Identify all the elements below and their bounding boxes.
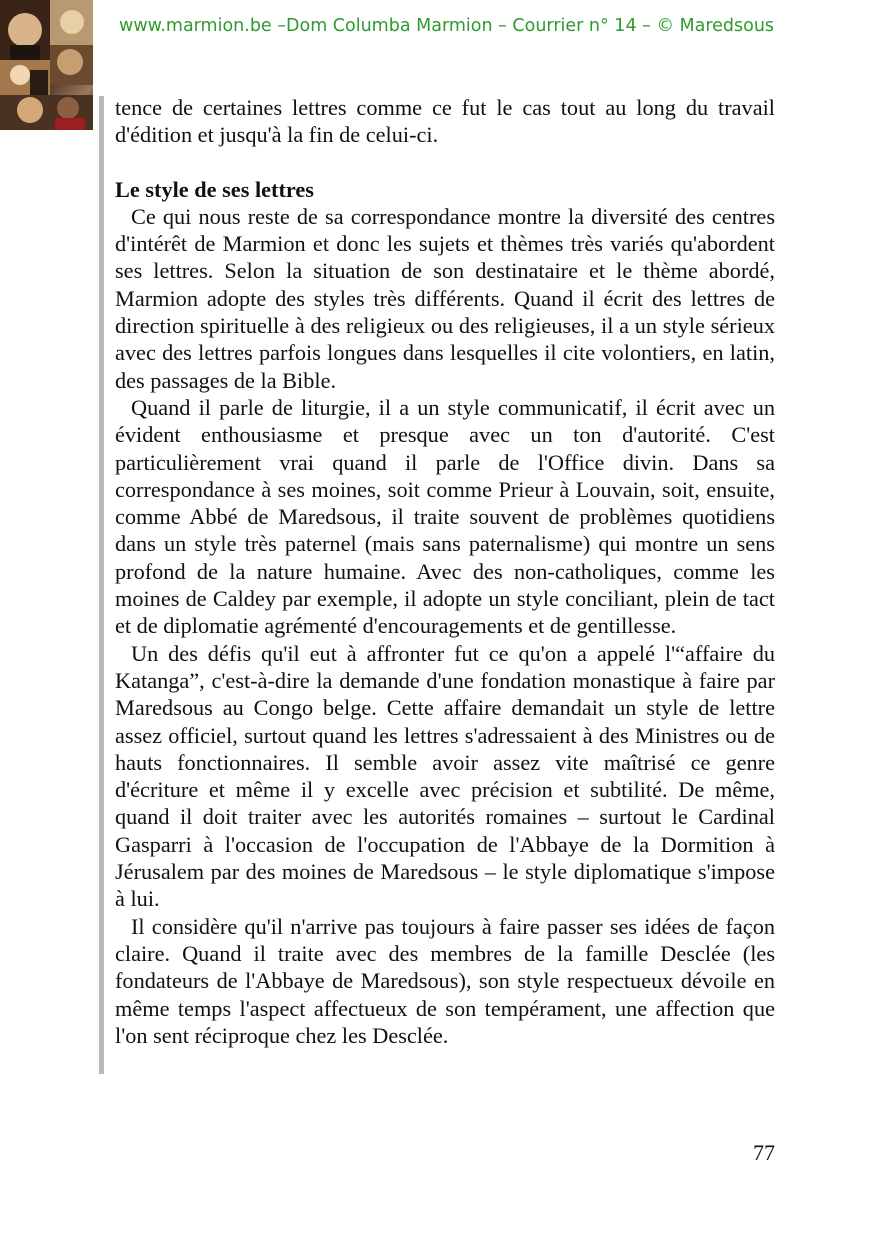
intro-paragraph: tence de certaines lettres comme ce fut le cas tout au long du travail d'édition et jusqu'à la fin de celui-ci.: [115, 95, 775, 148]
document-body: [115, 94, 775, 1049]
photo-collage-image: [0, 0, 93, 130]
paragraph-3: Un des défis qu'il eut à affronter fut ce qu'on a appelé l'“affaire du Katanga”, c'est-à-dire la demande d'une fondation monastique à faire par Maredsous au Congo belge. Cette affaire demandait un style de lettre assez officiel, surtout quand les lettres s'adressaient à des Ministres ou de hauts fonctionnaires. Il semble avoir assez vite maîtrisé ce genre d'écriture et même il y excelle avec précision et subtilité. De même, quand il doit traiter avec les autorités romaines – surtout le Cardinal Gasparri à l'occasion de l'occupation de l'Abbaye de la Dormition à Jérusalem par des moines de Maredsous – le style diplomatique s'impose à lui.: [115, 640, 775, 912]
paragraph-2: Quand il parle de liturgie, il a un style communicatif, il écrit avec un évident enthousiasme et presque avec un ton d'autorité. C'est particulièrement vrai quand il parle de l'Office divin. Dans sa correspondance à ses moines, soit comme Prieur à Louvain, soit, ensuite, comme Abbé de Maredsous, il traite souvent de problèmes quotidiens dans un style très paternel (mais sans paternalisme) qui montre un sens profond de la nature humaine. Avec des non-catholiques, comme les moines de Caldey par exemple, il adopte un style conciliant, plein de tact et de diplomatie agrémenté d'encouragements et de gentillesse.: [115, 394, 775, 639]
paragraph-1: Ce qui nous reste de sa correspondance montre la diversité des centres d'intérêt de Marmion et donc les sujets et thèmes très variés qu'abordent ses lettres. Selon la situation de son destinataire et le thème abordé, Marmion adopte des styles très différents. Quand il écrit des lettres de direction spirituelle à des religieux ou des religieuses, il a un style sérieux avec des lettres parfois longues dans lesquelles il cite volontiers, en latin, des passages de la Bible.: [115, 203, 775, 393]
left-margin-bar: [99, 96, 104, 1074]
header-photo-collage: [0, 0, 93, 130]
section-title: Le style de ses lettres: [115, 176, 314, 202]
paragraph-4: Il considère qu'il n'arrive pas toujours à faire passer ses idées de façon claire. Quand il traite avec des membres de la famille Desclée (les fondateurs de l'Abbaye de Maredsous), son style respectueux dévoile en même temps l'aspect affectueux de son tempérament, une affection que l'on sent réciproque chez les Desclée.: [115, 913, 775, 1048]
header-source-line: www.marmion.be –Dom Columba Marmion – Courrier n° 14 – © Maredsous: [119, 16, 775, 36]
page-number: 77: [753, 1140, 775, 1165]
